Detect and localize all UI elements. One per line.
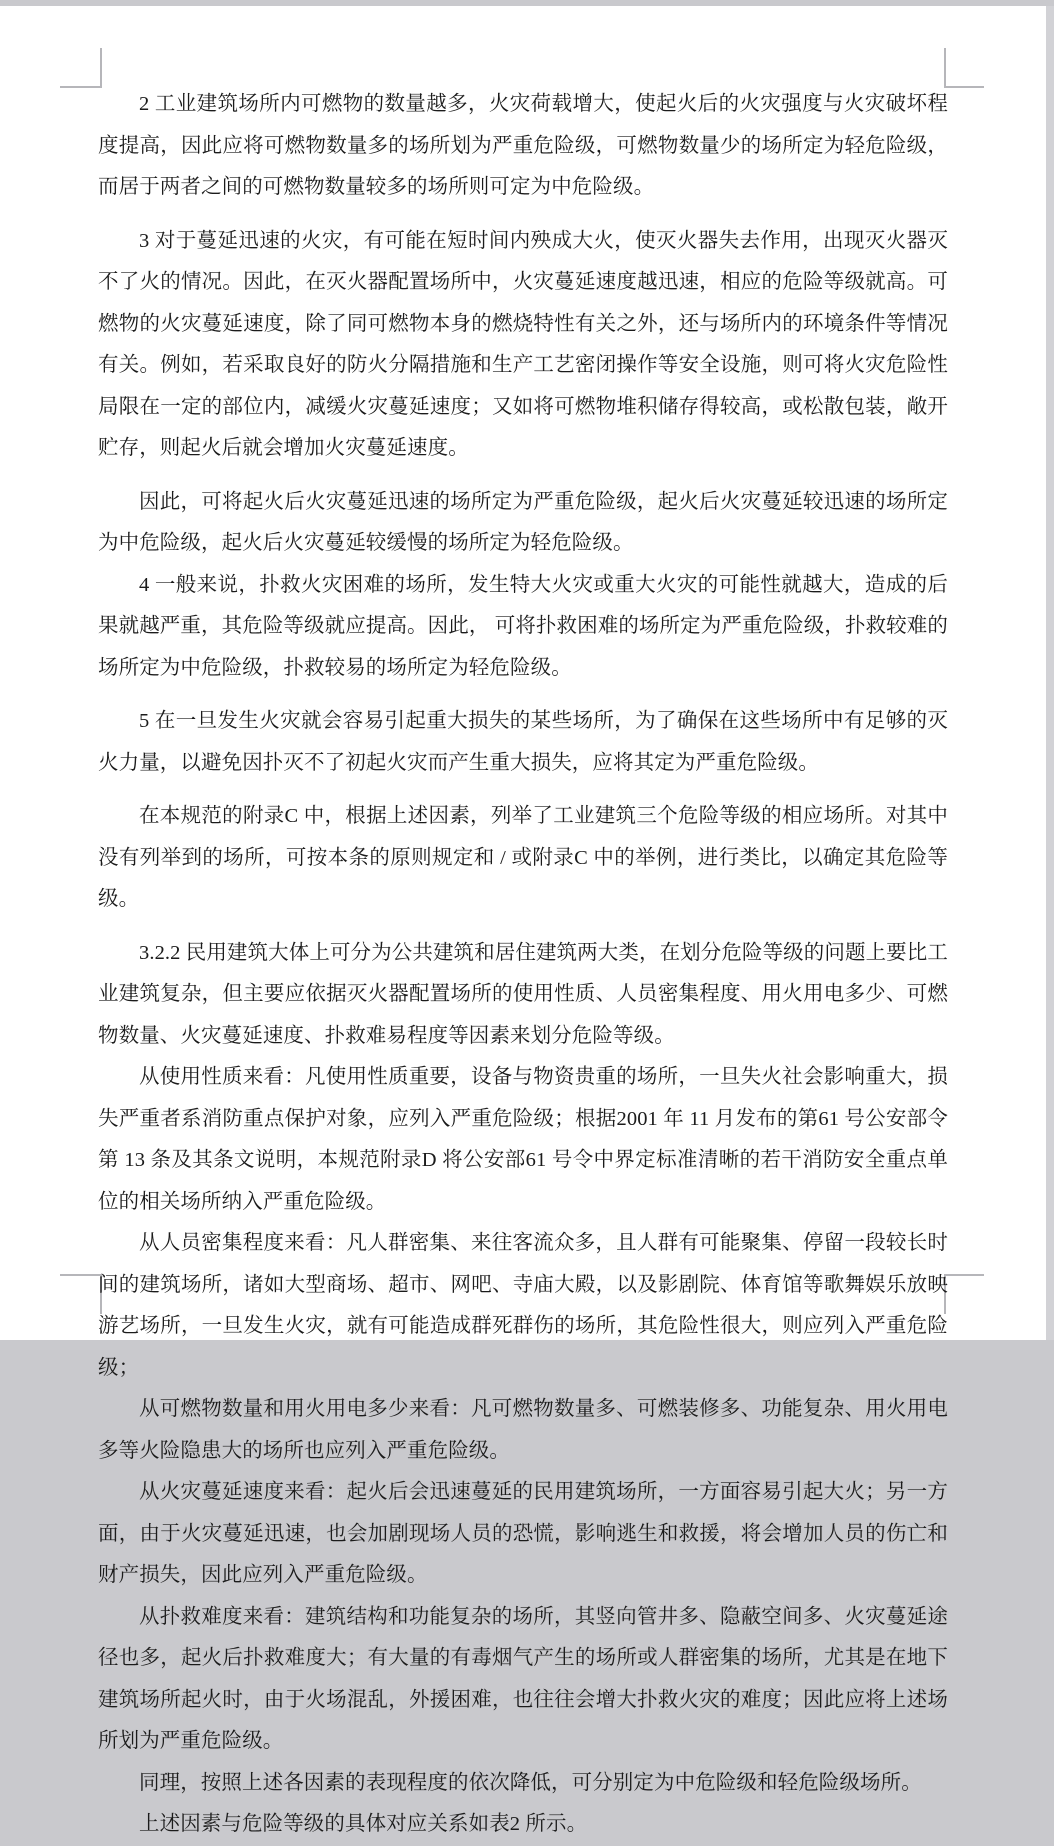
paragraph-item-2: 2 工业建筑场所内可燃物的数量越多，火灾荷载增大，使起火后的火灾强度与火灾破坏程度提高，因此应将可燃物数量多的场所划为严重危险级，可燃物数量少的场所定为轻危险级，而居于两者之间的可燃物数量较多的场所则可定为中危险级。: [98, 93, 948, 198]
page-canvas-bottom-margin: [0, 1340, 1054, 1356]
paragraph-appendix-c: 在本规范的附录C 中，根据上述因素，列举了工业建筑三个危险等级的相应场所。对其中没有列举到的场所，可按本条的原则规定和 / 或附录C 中的举例，进行类比，以确定其危险等级。: [98, 805, 948, 910]
paragraph-item-5: 5 在一旦发生火灾就会容易引起重大损失的某些场所，为了确保在这些场所中有足够的灭火力量，以避免因扑灭不了初起火灾而产生重大损失，应将其定为严重危险级。: [98, 710, 948, 774]
paragraph-combustibles-electricity: 从可燃物数量和用火用电多少来看：凡可燃物数量多、可燃装修多、功能复杂、用火用电多等火险隐患大的场所也应列入严重危险级。: [98, 1398, 948, 1462]
paragraph-fire-spread-speed: 从火灾蔓延速度来看：起火后会迅速蔓延的民用建筑场所，一方面容易引起大火；另一方面，由于火灾蔓延迅速，也会加剧现场人员的恐慌，影响逃生和救援，将会增加人员的伤亡和财产损失，因此应列入严重危险级。: [98, 1481, 948, 1586]
crop-mark-bottom-right-icon: [944, 1274, 984, 1314]
paragraph-spacer: [98, 470, 948, 482]
document-text-body: [98, 84, 948, 1846]
paragraph-conclusion-3: 因此，可将起火后火灾蔓延迅速的场所定为严重危险级，起火后火灾蔓延较迅速的场所定为中危险级，起火后火灾蔓延较缓慢的场所定为轻危险级。: [98, 490, 948, 554]
paragraph-spacer: [98, 689, 948, 701]
paragraph-item-4: 4 一般来说，扑救火灾困难的场所，发生特大火灾或重大火灾的可能性就越大，造成的后果就越严重，其危险等级就应提高。因此， 可将扑救困难的场所定为严重危险级，扑救较难的场所定为中危险级，扑救较易的场所定为轻危险级。: [98, 573, 948, 679]
paragraph-usage-nature: 从使用性质来看：凡使用性质重要，设备与物资贵重的场所，一旦失火社会影响重大，损失严重者系消防重点保护对象，应列入严重危险级；根据2001 年 11 月发布的第61 号公安部令第 13 条及其条文说明，本规范附录D 将公安部61 号令中界定标准清晰的若干消防安全重点单位的相关场所纳入严重危险级。: [98, 1066, 948, 1213]
paragraph-spacer: [98, 921, 948, 933]
crop-mark-top-right-icon: [944, 48, 984, 88]
paragraph-spacer: [98, 784, 948, 796]
paragraph-crowd-density: 从人员密集程度来看：凡人群密集、来往客流众多，且人群有可能聚集、停留一段较长时间的建筑场所，诸如大型商场、超市、网吧、寺庙大殿，以及影剧院、体育馆等歌舞娱乐放映游艺场所，一旦发生火灾，就有可能造成群死群伤的场所，其危险性很大，则应列入严重危险级；: [98, 1232, 948, 1379]
paragraph-spacer: [98, 209, 948, 221]
page-canvas-right-margin: [1046, 6, 1054, 1346]
paragraph-item-3: 3 对于蔓延迅速的火灾，有可能在短时间内殃成大火，使灭火器失去作用，出现灭火器灭不了火的情况。因此，在灭火器配置场所中，火灾蔓延速度越迅速，相应的危险等级就高。可燃物的火灾蔓延速度，除了同可燃物本身的燃烧特性有关之外，还与场所内的环境条件等情况有关。例如，若采取良好的防火分隔措施和生产工艺密闭操作等安全设施，则可将火灾危险性局限在一定的部位内，减缓火灾蔓延速度；又如将可燃物堆积储存得较高，或松散包装，敞开贮存，则起火后就会增加火灾蔓延速度。: [98, 229, 948, 459]
paragraph-clause-3-2-2: 3.2.2 民用建筑大体上可分为公共建筑和居住建筑两大类，在划分危险等级的问题上要比工业建筑复杂，但主要应依据灭火器配置场所的使用性质、人员密集程度、用火用电多少、可燃物数量、火灾蔓延速度、扑救难易程度等因素来划分危险等级。: [98, 941, 948, 1047]
crop-mark-top-left-icon: [62, 48, 102, 88]
paragraph-same-reasoning: 同理，按照上述各因素的表现程度的依次降低，可分别定为中危险级和轻危险级场所。: [139, 1771, 922, 1794]
paragraph-table-reference: 上述因素与危险等级的具体对应关系如表2 所示。: [139, 1813, 588, 1835]
document-page-sheet: [0, 6, 1046, 1835]
crop-mark-bottom-left-icon: [62, 1274, 102, 1314]
paragraph-rescue-difficulty: 从扑救难度来看：建筑结构和功能复杂的场所，其竖向管井多、隐蔽空间多、火灾蔓延途径也多，起火后扑救难度大；有大量的有毒烟气产生的场所或人群密集的场所，尤其是在地下建筑场所起火时，由于火场混乱，外援困难，也往往会增大扑救火灾的难度；因此应将上述场所划为严重危险级。: [98, 1605, 948, 1752]
